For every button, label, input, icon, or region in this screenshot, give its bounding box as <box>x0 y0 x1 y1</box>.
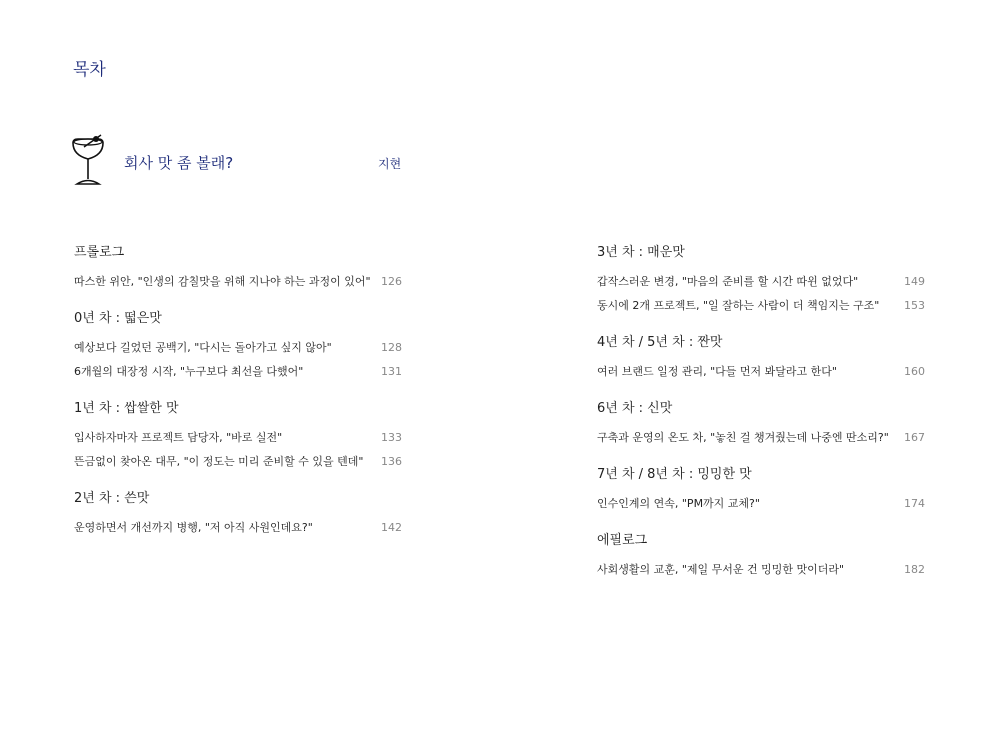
toc-entry[interactable] <box>597 364 925 380</box>
toc-section <box>74 244 402 290</box>
page-number: 167 <box>904 431 925 444</box>
toc-entry[interactable] <box>74 340 402 356</box>
page-number: 174 <box>904 497 925 510</box>
toc-section <box>597 532 925 578</box>
toc-right-column <box>597 244 925 598</box>
page-number: 131 <box>381 365 402 378</box>
page-number: 160 <box>904 365 925 378</box>
toc-section <box>597 466 925 512</box>
toc-section <box>74 310 402 380</box>
page-number: 149 <box>904 275 925 288</box>
book-title: 회사 맛 좀 볼래? <box>124 154 234 172</box>
section-title: 0년 차 : 떫은맛 <box>74 311 162 326</box>
entry-title: 운영하면서 개선까지 병행, "저 아직 사원인데요?" <box>74 521 313 534</box>
toc-entry[interactable] <box>597 496 925 512</box>
section-title: 프롤로그 <box>74 245 125 260</box>
toc-entry[interactable] <box>74 520 402 536</box>
page-number: 128 <box>381 341 402 354</box>
toc-section <box>74 400 402 470</box>
cocktail-glass-icon <box>70 133 106 187</box>
page-number: 153 <box>904 299 925 312</box>
section-title: 3년 차 : 매운맛 <box>597 245 685 260</box>
entry-title: 여러 브랜드 일정 관리, "다들 먼저 봐달라고 한다" <box>597 365 837 378</box>
page-number: 126 <box>381 275 402 288</box>
page-number: 133 <box>381 431 402 444</box>
toc-entry[interactable] <box>74 364 402 380</box>
toc-section <box>597 400 925 446</box>
toc-entry[interactable] <box>597 274 925 290</box>
entry-title: 예상보다 길었던 공백기, "다시는 돌아가고 싶지 않아" <box>74 341 332 354</box>
entry-title: 인수인계의 연속, "PM까지 교체?" <box>597 497 760 510</box>
section-title: 2년 차 : 쓴맛 <box>74 491 150 506</box>
entry-title: 입사하자마자 프로젝트 담당자, "바로 실전" <box>74 431 283 444</box>
toc-entry[interactable] <box>74 430 402 446</box>
toc-entry[interactable] <box>597 298 925 314</box>
section-title: 에필로그 <box>597 533 648 548</box>
page-number: 182 <box>904 563 925 576</box>
section-title: 1년 차 : 쌉쌀한 맛 <box>74 401 179 416</box>
entry-title: 사회생활의 교훈, "제일 무서운 건 밍밍한 맛이더라" <box>597 563 845 576</box>
toc-section <box>597 334 925 380</box>
entry-title: 갑작스러운 변경, "마음의 준비를 할 시간 따윈 없었다" <box>597 275 859 288</box>
toc-entry[interactable] <box>74 274 402 290</box>
toc-entry[interactable] <box>597 430 925 446</box>
toc-title: 목차 <box>73 60 106 80</box>
entry-title: 뜬금없이 찾아온 대무, "이 정도는 미리 준비할 수 있을 텐데" <box>74 455 364 468</box>
page-number: 142 <box>381 521 402 534</box>
toc-section <box>74 490 402 536</box>
book-author: 지현 <box>378 157 402 171</box>
entry-title: 6개월의 대장정 시작, "누구보다 최선을 다했어" <box>74 365 304 378</box>
entry-title: 구축과 운영의 온도 차, "놓친 걸 챙겨줬는데 나중엔 딴소리?" <box>597 431 889 444</box>
toc-entry[interactable] <box>74 454 402 470</box>
toc-section <box>597 244 925 314</box>
toc-entry[interactable] <box>597 562 925 578</box>
section-title: 6년 차 : 신맛 <box>597 401 673 416</box>
entry-title: 동시에 2개 프로젝트, "일 잘하는 사람이 더 책임지는 구조" <box>597 299 880 312</box>
section-title: 7년 차 / 8년 차 : 밍밍한 맛 <box>597 467 752 482</box>
page-number: 136 <box>381 455 402 468</box>
entry-title: 따스한 위안, "인생의 감칠맛을 위해 지나야 하는 과정이 있어" <box>74 275 371 288</box>
toc-left-column <box>74 244 402 556</box>
section-title: 4년 차 / 5년 차 : 짠맛 <box>597 335 723 350</box>
